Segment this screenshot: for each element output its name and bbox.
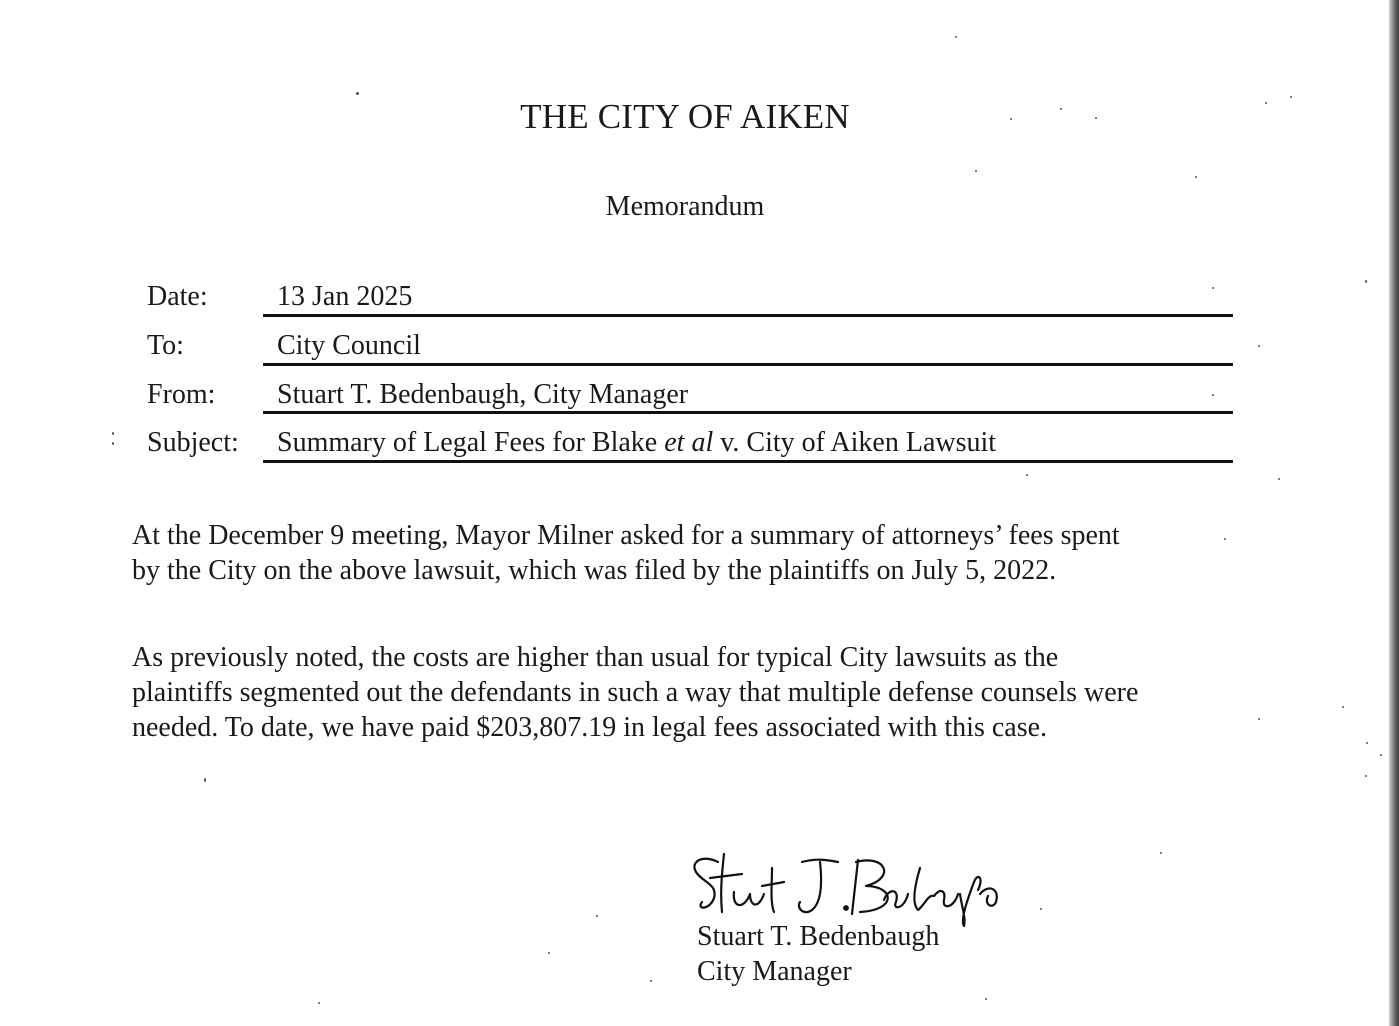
document-title: THE CITY OF AIKEN [520, 97, 850, 136]
from-rule [263, 411, 1233, 414]
from-value: Stuart T. Bedenbaugh, City Manager [277, 379, 689, 410]
signatory-title: City Manager [697, 956, 852, 987]
paragraph-1 [132, 518, 1120, 588]
date-label: Date: [147, 281, 208, 312]
to-rule [263, 363, 1233, 366]
subject-value [277, 427, 996, 459]
to-value: City Council [277, 330, 421, 361]
subject-text-italic: et al [664, 427, 714, 458]
page-edge-shadow [1389, 0, 1399, 1026]
paragraph-1-line-2: by the City on the above lawsuit, which was filed by the plaintiffs on July 5, 2022. [132, 555, 1057, 586]
to-label: To: [147, 330, 184, 361]
subject-text-end: v. City of Aiken Lawsuit [713, 427, 997, 458]
paragraph-2-line-3: needed. To date, we have paid $203,807.19 in legal fees associated with this case. [132, 712, 1048, 743]
paragraph-2 [132, 640, 1138, 745]
document-subtitle: Memorandum [605, 191, 765, 222]
handwritten-signature [688, 848, 1008, 928]
signatory-name: Stuart T. Bedenbaugh [697, 921, 940, 952]
paragraph-2-line-1: As previously noted, the costs are higher than usual for typical City lawsuits as the [132, 642, 1059, 673]
date-value: 13 Jan 2025 [277, 281, 413, 312]
from-label: From: [147, 379, 216, 410]
subject-text-start: Summary of Legal Fees for Blake [277, 427, 665, 458]
subject-label: Subject: [147, 427, 239, 458]
paragraph-2-line-2: plaintiffs segmented out the defendants in such a way that multiple defense counsels were [132, 677, 1139, 708]
date-rule [263, 314, 1233, 317]
subject-rule [263, 460, 1233, 463]
paragraph-1-line-1: At the December 9 meeting, Mayor Milner asked for a summary of attorneys’ fees spent [132, 520, 1120, 551]
